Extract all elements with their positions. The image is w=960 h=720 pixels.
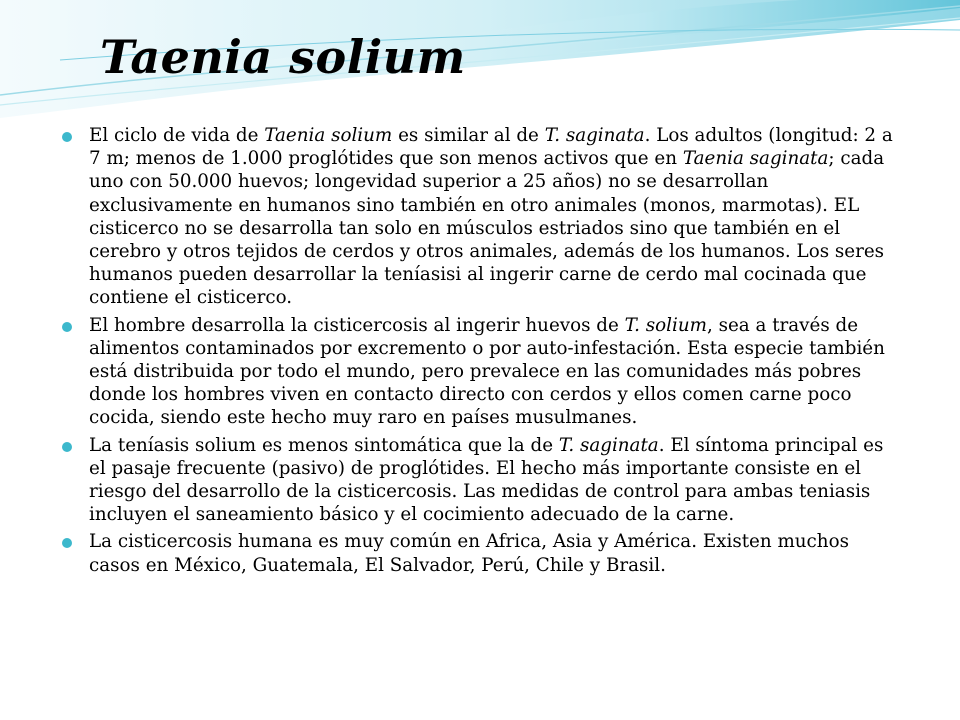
bullet-text-segment: , sea a través de alimentos contaminados por excremento o por auto-infestación. Esta especie también está distribuida por todo el mundo, pero prevalece en las comunidades más pobres donde los hombres viven en contacto directo con cerdos y ellos comen carne poco cocida, siendo este hecho muy raro en países musulmanes. xyxy=(89,314,885,429)
bullet-text-segment: El hombre desarrolla la cisticercosis al ingerir huevos de xyxy=(89,314,625,336)
bullet-text-italic: T. solium xyxy=(624,314,707,336)
bullet-text-segment: . Los adultos (longitud: 2 a 7 m; menos de 1.000 proglótides que son menos activos que en xyxy=(89,125,893,170)
bullet-text-italic: Taenia solium xyxy=(264,125,393,146)
bullet-text-segment: La cisticercosis humana es muy común en Africa, Asia y América. Existen muchos casos en México, Guatemala, El Salvador, Perú, Chile y Brasil. xyxy=(89,531,849,576)
bullet-item xyxy=(60,314,900,430)
bullet-list xyxy=(60,124,900,581)
bullet-text-segment: ; cada uno con 50.000 huevos; longevidad superior a 25 años) no se desarrollan exclusivamente en humanos sino también en otro animales (monos, marmotas). EL cisticerco no se desarrolla tan solo en músculos estriados sino que también en el cerebro y otros tejidos de cerdos y otros animales, además de los humanos. Los seres humanos pueden desarrollar la teníasisi al ingerir carne de cerdo mal cocinada que contiene el cisticerco. xyxy=(89,148,885,309)
bullet-text-segment: El ciclo de vida de xyxy=(89,125,265,146)
bullet-text-italic: T. saginata xyxy=(558,434,659,456)
bullet-item xyxy=(60,434,900,527)
bullet-item xyxy=(60,530,900,576)
bullet-text-italic: Taenia saginata xyxy=(682,148,829,170)
bullet-text-segment: La teníasis solium es menos sintomática que la de xyxy=(89,434,559,456)
bullet-text xyxy=(89,530,900,576)
bullet-dot-icon xyxy=(62,442,72,452)
bullet-text-segment: es similar al de xyxy=(392,125,545,146)
bullet-dot-icon xyxy=(62,132,72,142)
bullet-text xyxy=(89,314,900,430)
bullet-dot-icon xyxy=(62,322,72,332)
bullet-text xyxy=(89,434,900,527)
slide-title: Taenia solium xyxy=(100,30,466,84)
bullet-text-segment: . El síntoma principal es el pasaje frecuente (pasivo) de proglótides. El hecho más importante consiste en el riesgo del desarrollo de la cisticercosis. Las medidas de control para ambas teniasis incluyen el saneamiento básico y el cocimiento adecuado de la carne. xyxy=(89,434,884,526)
bullet-text-italic: T. saginata xyxy=(544,125,645,146)
bullet-dot-icon xyxy=(62,538,72,548)
bullet-text xyxy=(89,124,900,310)
bullet-item xyxy=(60,124,900,310)
